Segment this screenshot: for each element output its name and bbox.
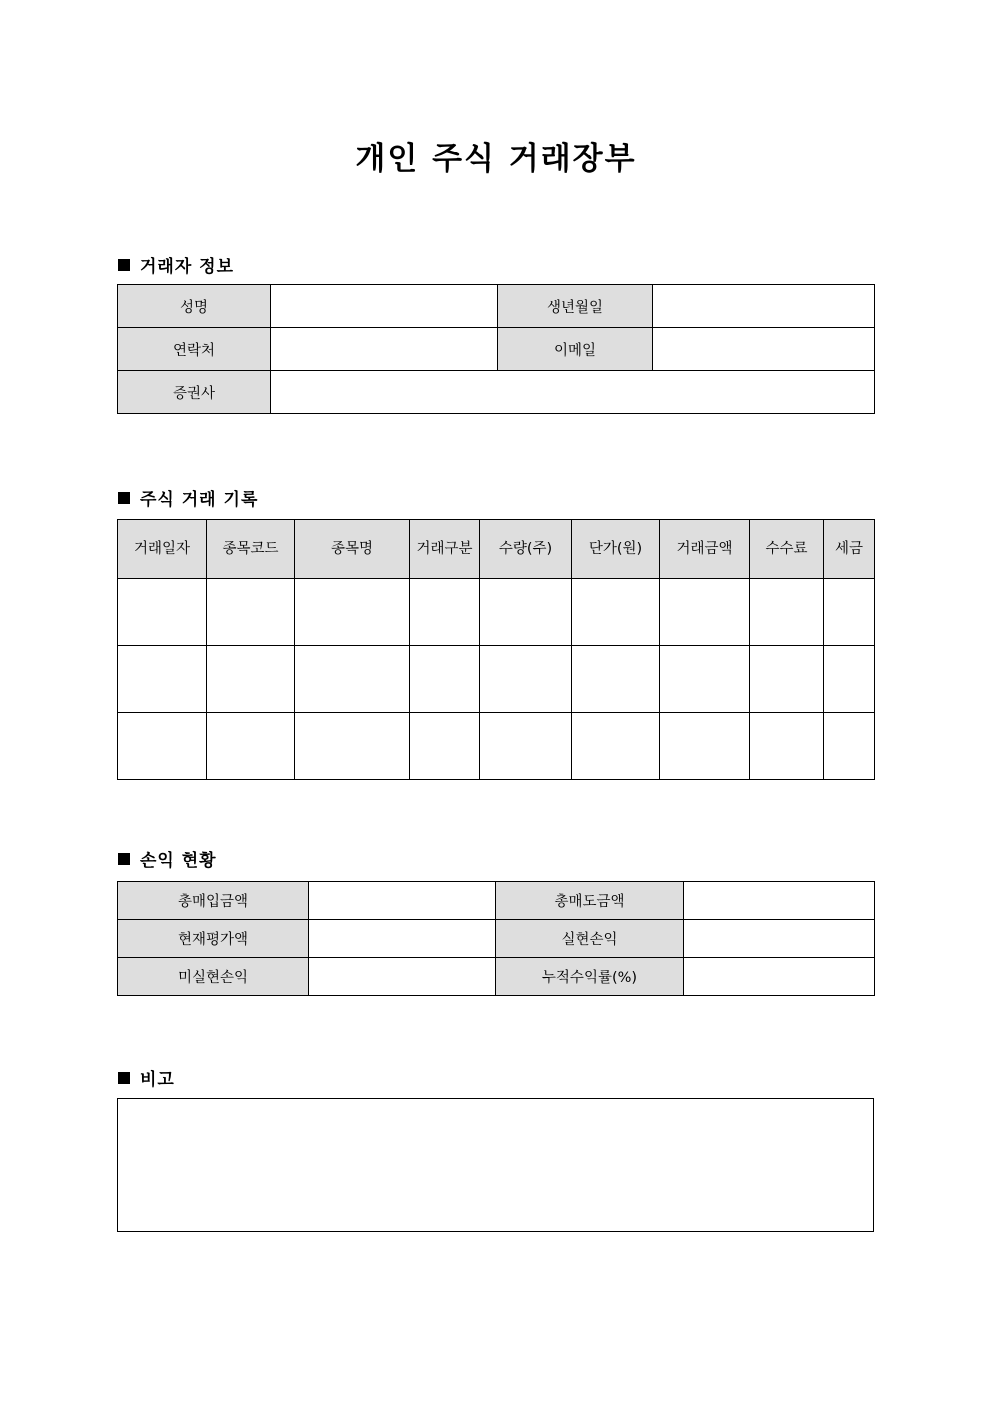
field-label-birthdate: 생년월일 [498, 285, 653, 328]
table-row [118, 285, 875, 328]
section-heading-profit-loss-label: 손익 현황 [140, 851, 217, 871]
section-heading-remarks-label: 비고 [140, 1070, 175, 1090]
table-cell[interactable] [750, 579, 824, 646]
table-cell[interactable] [572, 579, 660, 646]
field-label-realized-pl: 실현손익 [496, 920, 684, 958]
column-header-trade-date: 거래일자 [118, 520, 207, 579]
table-cell[interactable] [207, 579, 295, 646]
table-cell[interactable] [572, 713, 660, 780]
table-cell[interactable] [660, 713, 750, 780]
column-header-quantity: 수량(주) [480, 520, 572, 579]
table-row [118, 646, 875, 713]
table-header-row [118, 520, 875, 579]
column-header-ticker-code: 종목코드 [207, 520, 295, 579]
field-value-phone[interactable] [271, 328, 498, 371]
table-cell[interactable] [295, 646, 410, 713]
field-label-unrealized-pl: 미실현손익 [118, 958, 309, 996]
field-value-birthdate[interactable] [653, 285, 875, 328]
section-heading-transactions-label: 주식 거래 기록 [140, 490, 259, 510]
table-row [118, 882, 875, 920]
table-row [118, 328, 875, 371]
field-label-brokerage: 증권사 [118, 371, 271, 414]
table-cell[interactable] [480, 646, 572, 713]
table-cell[interactable] [410, 713, 480, 780]
table-cell[interactable] [480, 579, 572, 646]
field-label-current-valuation: 현재평가액 [118, 920, 309, 958]
field-label-cumulative-return: 누적수익률(%) [496, 958, 684, 996]
section-heading-trader-info [118, 252, 234, 277]
table-row [118, 579, 875, 646]
field-value-brokerage[interactable] [271, 371, 875, 414]
field-value-current-valuation[interactable] [309, 920, 496, 958]
square-bullet-icon [118, 853, 130, 865]
section-heading-transactions [118, 485, 258, 510]
field-label-total-sale-amount: 총매도금액 [496, 882, 684, 920]
square-bullet-icon [118, 259, 130, 271]
trader-info-table [117, 284, 875, 414]
field-value-name[interactable] [271, 285, 498, 328]
column-header-tax: 세금 [824, 520, 875, 579]
field-value-cumulative-return[interactable] [684, 958, 875, 996]
profit-loss-table [117, 881, 875, 996]
table-cell[interactable] [207, 646, 295, 713]
table-cell[interactable] [118, 579, 207, 646]
field-label-name: 성명 [118, 285, 271, 328]
table-cell[interactable] [118, 713, 207, 780]
table-cell[interactable] [572, 646, 660, 713]
field-value-email[interactable] [653, 328, 875, 371]
table-cell[interactable] [824, 713, 875, 780]
field-label-email: 이메일 [498, 328, 653, 371]
column-header-trade-amount: 거래금액 [660, 520, 750, 579]
field-value-realized-pl[interactable] [684, 920, 875, 958]
field-label-phone: 연락처 [118, 328, 271, 371]
table-cell[interactable] [295, 579, 410, 646]
table-cell[interactable] [410, 646, 480, 713]
table-cell[interactable] [660, 646, 750, 713]
table-row [118, 713, 875, 780]
column-header-unit-price: 단가(원) [572, 520, 660, 579]
table-cell[interactable] [480, 713, 572, 780]
table-cell[interactable] [750, 646, 824, 713]
table-row [118, 920, 875, 958]
table-row [118, 958, 875, 996]
square-bullet-icon [118, 1072, 130, 1084]
square-bullet-icon [118, 492, 130, 504]
table-cell[interactable] [410, 579, 480, 646]
field-value-unrealized-pl[interactable] [309, 958, 496, 996]
table-cell[interactable] [750, 713, 824, 780]
column-header-fee: 수수료 [750, 520, 824, 579]
field-value-total-sale-amount[interactable] [684, 882, 875, 920]
remarks-textarea[interactable] [117, 1098, 874, 1232]
field-label-total-purchase-amount: 총매입금액 [118, 882, 309, 920]
transaction-records-table [117, 519, 875, 780]
section-heading-remarks [118, 1065, 175, 1090]
table-row [118, 371, 875, 414]
table-cell[interactable] [207, 713, 295, 780]
table-cell[interactable] [824, 579, 875, 646]
section-heading-trader-info-label: 거래자 정보 [140, 257, 235, 277]
table-cell[interactable] [660, 579, 750, 646]
field-value-total-purchase-amount[interactable] [309, 882, 496, 920]
section-heading-profit-loss [118, 846, 217, 871]
column-header-ticker-name: 종목명 [295, 520, 410, 579]
table-cell[interactable] [824, 646, 875, 713]
table-cell[interactable] [118, 646, 207, 713]
table-cell[interactable] [295, 713, 410, 780]
page-title: 개인 주식 거래장부 [355, 141, 637, 177]
column-header-trade-type: 거래구분 [410, 520, 480, 579]
